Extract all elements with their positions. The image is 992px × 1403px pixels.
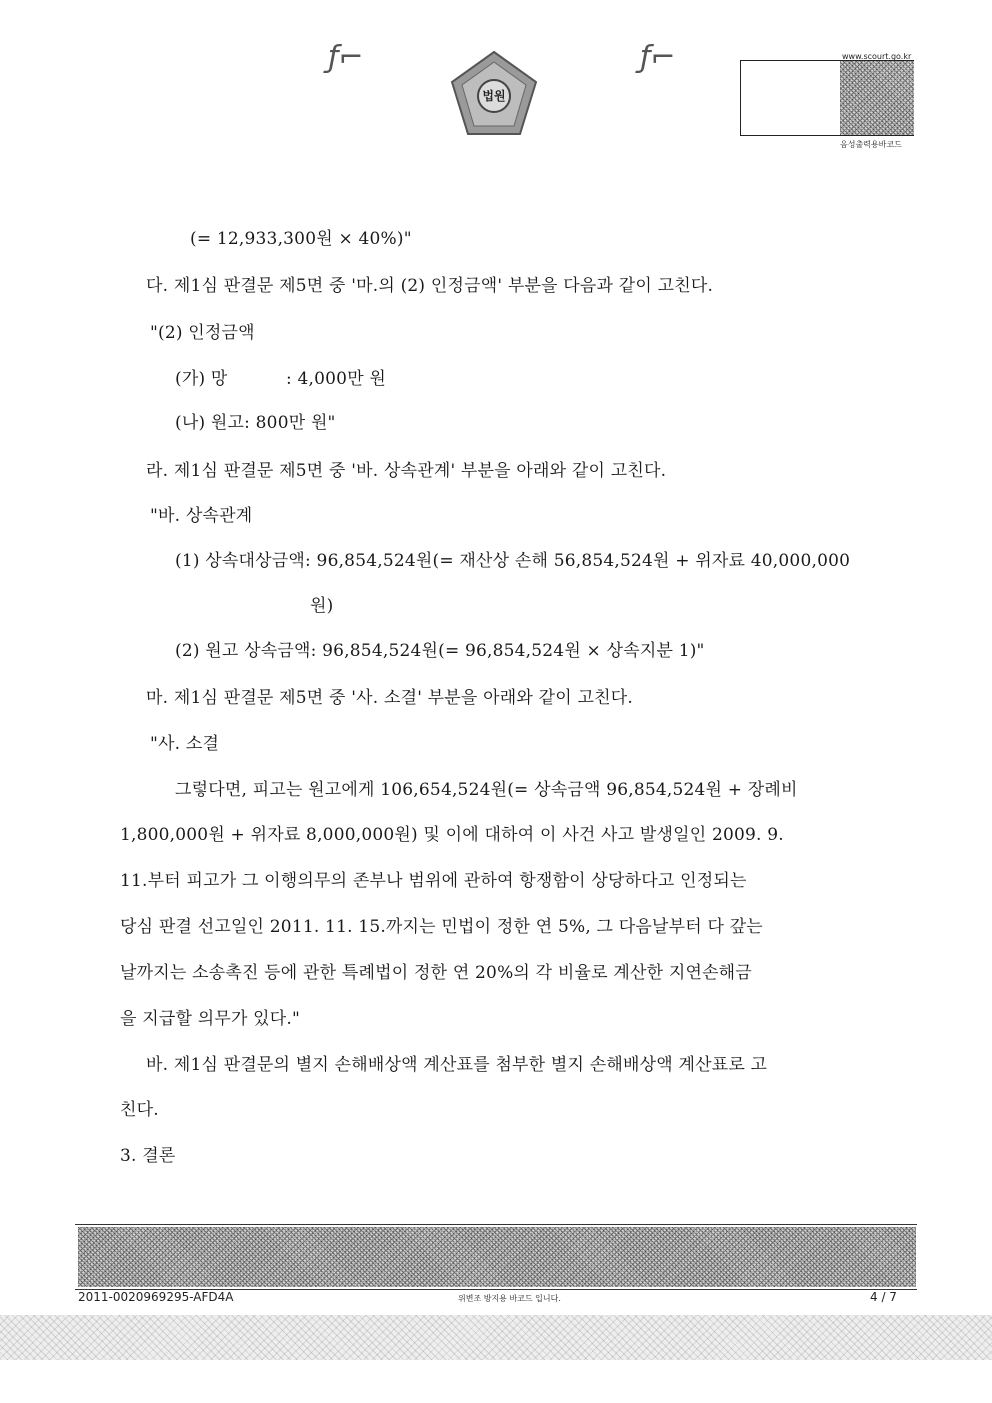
barcode-notice: 위변조 방지용 바코드 입니다.: [458, 1294, 561, 1303]
text-line: "바. 상속관계: [150, 506, 253, 526]
text-line: 11.부터 피고가 그 이행의무의 존부나 범위에 관하여 항쟁함이 상당하다고 인정되는: [120, 871, 747, 891]
barcode-caption: 음성출력용바코드: [840, 140, 902, 149]
voice-barcode: [840, 61, 914, 135]
footer-rule-top: [75, 1224, 917, 1225]
text-line: (1) 상속대상금액: 96,854,524원(= 재산상 손해 56,854,524원 + 위자료 40,000,000: [175, 551, 851, 571]
signature-mark-left: ƒ⌐: [328, 40, 364, 75]
text-line: (가) 망: [175, 369, 228, 389]
text-line: "사. 소결: [150, 734, 220, 754]
site-url: www.scourt.go.kr: [842, 52, 912, 61]
text-line: (2) 원고 상속금액: 96,854,524원(= 96,854,524원 × 상속지분 1)": [175, 641, 705, 661]
tamper-proof-barcode: [78, 1227, 916, 1287]
signature-mark-right: ƒ⌐: [640, 40, 676, 75]
text-line: (= 12,933,300원 × 40%)": [190, 229, 412, 249]
text-line: 날까지는 소송촉진 등에 관한 특례법이 정한 연 20%의 각 비율로 계산한 지연손해금: [120, 963, 752, 983]
text-line: "(2) 인정금액: [150, 323, 255, 343]
text-line: : 4,000만 원: [286, 369, 387, 389]
text-line: 3. 결론: [120, 1146, 176, 1166]
text-line: 1,800,000원 + 위자료 8,000,000원) 및 이에 대하여 이 사건 사고 발생일인 2009. 9.: [120, 825, 784, 845]
seal-text: 법원: [482, 89, 506, 103]
document-id: 2011-0020969295-AFD4A: [78, 1290, 234, 1304]
scan-noise-strip: [0, 1315, 992, 1360]
text-line: 다. 제1심 판결문 제5면 중 '마.의 (2) 인정금액' 부분을 다음과 같이 고친다.: [146, 276, 714, 296]
court-seal: [448, 48, 540, 140]
text-line: (나) 원고: 800만 원": [175, 413, 336, 433]
page-number: 4 / 7: [870, 1290, 897, 1304]
text-line: 을 지급할 의무가 있다.": [120, 1009, 301, 1029]
text-line: 친다.: [120, 1100, 159, 1120]
text-line: 그렇다면, 피고는 원고에게 106,654,524원(= 상속금액 96,854,524원 + 장례비: [175, 780, 798, 800]
text-line: 원): [310, 596, 334, 616]
voice-barcode-box: [740, 60, 914, 136]
text-line: 바. 제1심 판결문의 별지 손해배상액 계산표를 첨부한 별지 손해배상액 계산표로 고: [146, 1055, 768, 1075]
text-line: 마. 제1심 판결문 제5면 중 '사. 소결' 부분을 아래와 같이 고친다.: [146, 688, 633, 708]
text-line: 라. 제1심 판결문 제5면 중 '바. 상속관계' 부분을 아래와 같이 고친다.: [146, 461, 667, 481]
text-line: 당심 판결 선고일인 2011. 11. 15.까지는 민법이 정한 연 5%, 그 다음날부터 다 갚는: [120, 917, 763, 937]
